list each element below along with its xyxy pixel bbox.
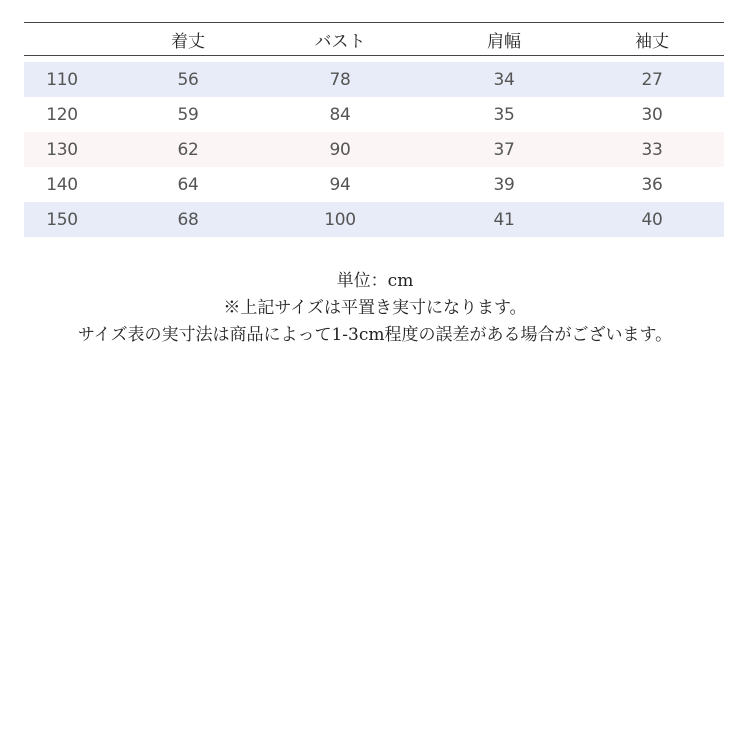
- cell-bust: 94: [329, 174, 351, 195]
- header-bust: バスト: [314, 31, 366, 52]
- note-tolerance: サイズ表の実寸法は商品によって1-3cm程度の誤差がある場合がございます。: [77, 325, 673, 345]
- table-row: [24, 167, 724, 202]
- cell-size: 130: [46, 139, 78, 160]
- header-sleeve: 袖丈: [635, 31, 669, 52]
- cell-length: 62: [177, 139, 199, 160]
- size-table: [24, 22, 724, 237]
- cell-sleeve: 33: [641, 139, 663, 160]
- cell-bust: 84: [329, 104, 351, 125]
- cell-size: 140: [46, 174, 78, 195]
- cell-size: 120: [46, 104, 78, 125]
- unit-label: 単位：cm: [336, 271, 414, 291]
- cell-shoulder: 35: [493, 104, 515, 125]
- cell-length: 59: [177, 104, 199, 125]
- cell-shoulder: 34: [493, 69, 515, 90]
- table-row: [24, 202, 724, 237]
- cell-bust: 100: [324, 209, 356, 230]
- table-header-row: [24, 22, 724, 56]
- cell-bust: 90: [329, 139, 351, 160]
- header-length: 着丈: [171, 31, 205, 52]
- cell-bust: 78: [329, 69, 351, 90]
- cell-size: 150: [46, 209, 78, 230]
- cell-shoulder: 37: [493, 139, 515, 160]
- cell-sleeve: 30: [641, 104, 663, 125]
- table-body: [24, 62, 724, 237]
- note-flat-measure: ※上記サイズは平置き実寸になります。: [223, 298, 527, 318]
- header-shoulder: 肩幅: [487, 31, 521, 52]
- table-row: [24, 97, 724, 132]
- cell-shoulder: 41: [493, 209, 515, 230]
- header-size: [34, 23, 90, 55]
- cell-length: 68: [177, 209, 199, 230]
- table-row: [24, 62, 724, 97]
- cell-shoulder: 39: [493, 174, 515, 195]
- cell-sleeve: 40: [641, 209, 663, 230]
- cell-sleeve: 27: [641, 69, 663, 90]
- size-notes: [0, 268, 750, 349]
- table-row: [24, 132, 724, 167]
- cell-length: 64: [177, 174, 199, 195]
- cell-size: 110: [46, 69, 78, 90]
- cell-length: 56: [177, 69, 199, 90]
- cell-sleeve: 36: [641, 174, 663, 195]
